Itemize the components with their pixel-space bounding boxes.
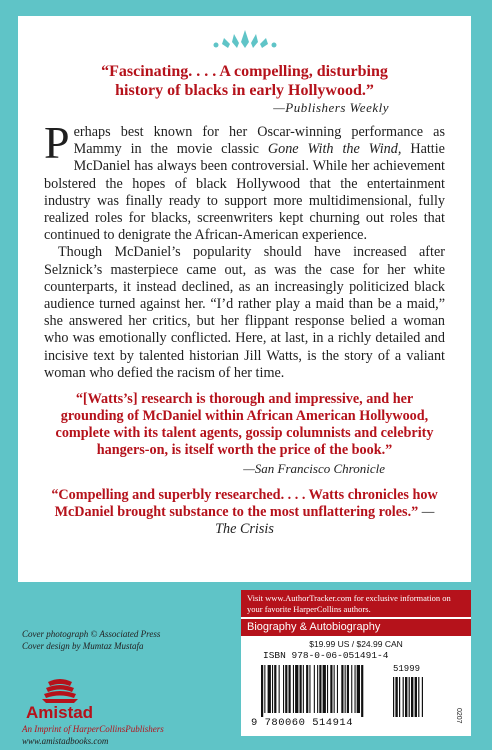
barcode-bar <box>330 665 332 713</box>
drop-cap: P <box>44 117 70 168</box>
barcode-bar <box>361 665 363 717</box>
publisher-name: Amistad <box>26 703 94 722</box>
barcode-bar <box>334 665 335 713</box>
addon-barcode-bar <box>395 677 397 717</box>
barcode-bar <box>345 665 346 713</box>
barcode-bar <box>314 665 315 713</box>
addon-barcode-bar <box>415 677 417 717</box>
description-paragraph-1 <box>44 117 445 244</box>
quote1-line1: “Fascinating. . . . A compelling, disturbing <box>101 63 388 80</box>
ean-digits: 9 780060 514914 <box>251 717 354 729</box>
quote1-attribution: —Publishers Weekly <box>273 100 389 115</box>
price-addon-number: 51999 <box>393 664 421 674</box>
addon-barcode-bar <box>411 677 413 717</box>
barcode-bar <box>347 665 349 713</box>
barcode-bar <box>272 665 273 713</box>
barcode-bar <box>279 665 280 713</box>
review-quote-the-crisis <box>44 487 445 538</box>
publisher-imprint: An Imprint of HarperCollinsPublishers <box>22 724 164 734</box>
barcode-bar <box>337 665 338 713</box>
barcode-box <box>240 589 472 737</box>
barcode-bar <box>309 665 310 713</box>
barcode-graphic <box>261 665 451 719</box>
addon-barcode-bar <box>409 677 410 717</box>
isbn-text: ISBN 978-0-06-051491-4 <box>263 650 389 661</box>
publisher-website: www.amistadbooks.com <box>22 736 109 746</box>
review-quote-sf-chronicle: “[Watts’s] research is thorough and impressive, and her grounding of McDaniel within African American Hollywood, complete with its talent agents, gossip columnists and celebrity hangers-on, is itself worth the price of the book.” <box>55 391 434 459</box>
barcode-bar <box>300 665 302 713</box>
review-quote-publishers-weekly <box>44 62 445 100</box>
addon-barcode-bar <box>422 677 423 717</box>
quote3-text: “Compelling and superbly researched. . . . Watts chronicles how McDaniel brought substance to the most unflattering roles.” <box>51 487 438 521</box>
barcode-bar <box>323 665 326 713</box>
barcode-bar <box>274 665 276 713</box>
barcode-bar <box>357 665 360 713</box>
addon-barcode-bar <box>405 677 407 717</box>
quote2-attribution: —San Francisco Chronicle <box>243 461 385 477</box>
p1-after-title: Hattie McDaniel has always been controversial. While her achievement bolstered the hopes of black Hollywood that the entertainment industry was finally ready to support more multidimensional, fully realized roles for blacks, screenwriters kept churning out roles that continued to denigrate the African-American experience. <box>44 141 445 244</box>
barcode-bar <box>264 665 265 713</box>
barcode-bar <box>283 665 284 713</box>
amistad-ship-icon <box>40 674 80 704</box>
barcode-bar <box>351 665 352 713</box>
price: $19.99 US / $24.99 CAN <box>309 639 403 649</box>
barcode-bar <box>319 665 321 713</box>
photo-credit: Cover photograph © Associated Press <box>22 629 161 639</box>
ornament-icon <box>210 28 280 50</box>
barcode-bar <box>289 665 291 713</box>
addon-barcode-bar <box>403 677 404 717</box>
addon-barcode-bar <box>393 677 394 717</box>
cover-credits <box>22 628 160 652</box>
barcode-bar <box>261 665 263 717</box>
addon-barcode-bar <box>399 677 400 717</box>
barcode-bar <box>285 665 287 713</box>
barcode-bar <box>355 665 356 713</box>
film-title: Gone With the Wind, <box>267 141 402 158</box>
barcode-bar <box>306 665 308 713</box>
barcode-bar <box>295 665 298 713</box>
barcode-bar <box>317 665 318 713</box>
print-code: 0207 <box>455 708 462 724</box>
description-paragraph-2: Though McDaniel’s popularity should have increased after Selznick’s masterpiece came out, as was the case for her white counterparts, it instead declined, as an increasingly politicized black audience turned against her. “I’d rather play a maid than be a maid,” she answered her critics, but her flippant response belied a woman who was emotionally conflicted. Here, at last, in a richly detailed and incisive text by talented historian Jill Watts, is the story of a valiant woman who defied the racism of her time. <box>44 244 445 381</box>
p1-before-title: erhaps best known for her Oscar-winning performance as Mammy in the movie classic <box>73 124 445 158</box>
bisac-category: Biography & Autobiography <box>241 619 471 636</box>
barcode-bar <box>293 665 294 713</box>
addon-barcode-bar <box>418 677 419 717</box>
authortracker-promo: Visit www.AuthorTracker.com for exclusive information on your favorite HarperCollins authors. <box>241 590 471 617</box>
design-credit: Cover design by Mumtaz Mustafa <box>22 641 144 651</box>
back-cover-panel <box>18 16 471 582</box>
quote1-line2: history of blacks in early Hollywood.” <box>115 82 374 99</box>
barcode-bar <box>341 665 343 713</box>
barcode-bar <box>327 665 328 713</box>
barcode-bar <box>268 665 271 713</box>
barcode-bar <box>303 665 304 713</box>
quote3-attribution: —The Crisis <box>215 504 435 538</box>
